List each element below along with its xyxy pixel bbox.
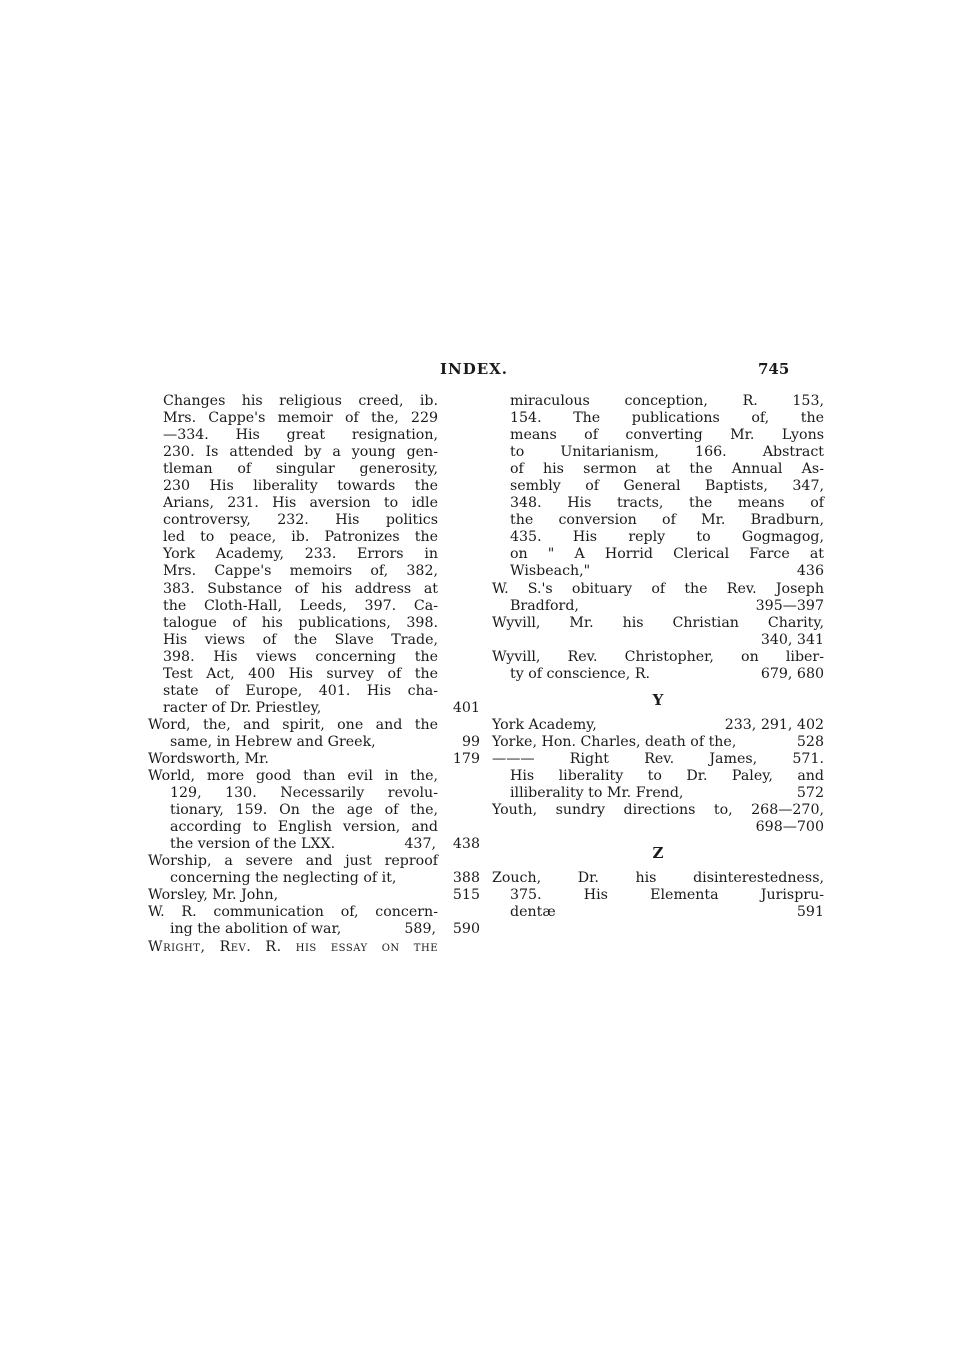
index-line-text: Wright, Rev. R. his essay on the bbox=[148, 938, 438, 955]
index-line-text: Word, the, and spirit, one and the bbox=[148, 716, 438, 733]
index-line-text: sembly of General Baptists, 347, bbox=[510, 478, 824, 495]
section-letter: Y bbox=[652, 690, 664, 709]
index-line bbox=[148, 410, 480, 427]
index-line bbox=[492, 410, 824, 427]
page-reference: 179 bbox=[452, 750, 480, 767]
index-line bbox=[148, 615, 480, 632]
index-line bbox=[148, 785, 480, 802]
page-reference: 437, bbox=[404, 836, 436, 853]
index-line-text: 435. His reply to Gogmagog, bbox=[510, 529, 824, 546]
index-line bbox=[492, 768, 824, 785]
index-line-text: racter of Dr. Priestley, bbox=[163, 699, 322, 716]
index-line bbox=[148, 529, 480, 546]
index-line bbox=[492, 461, 824, 478]
index-line bbox=[148, 717, 480, 734]
index-line bbox=[148, 853, 480, 870]
index-line-text: His liberality to Dr. Paley, and bbox=[510, 767, 824, 784]
page-reference: 589, bbox=[404, 921, 436, 938]
index-line-text: —334. His great resignation, bbox=[163, 427, 438, 444]
index-line-text: Wisbeach," bbox=[510, 563, 591, 580]
index-column-right bbox=[492, 393, 824, 921]
index-line bbox=[492, 478, 824, 495]
page-reference: 438 bbox=[452, 836, 480, 853]
index-line-text: Test Act, 400 His survey of the bbox=[163, 665, 438, 682]
index-line bbox=[492, 649, 824, 666]
index-line bbox=[492, 427, 824, 444]
index-line-text: ing the abolition of war, bbox=[170, 921, 342, 938]
index-line-text: Wyvill, Mr. his Christian Charity, bbox=[492, 614, 824, 631]
index-line-text: controversy, 232. His politics bbox=[163, 512, 438, 529]
index-line bbox=[492, 632, 824, 649]
index-line bbox=[148, 921, 480, 938]
page-reference: 528 bbox=[796, 733, 824, 750]
index-column-left bbox=[148, 393, 480, 956]
index-line bbox=[492, 717, 824, 734]
page-reference: 698—700 bbox=[755, 819, 824, 836]
index-line bbox=[492, 563, 824, 580]
index-line-text: same, in Hebrew and Greek, bbox=[170, 733, 376, 750]
index-line bbox=[148, 427, 480, 444]
index-line bbox=[148, 581, 480, 598]
index-line bbox=[492, 751, 824, 768]
index-line-text: ——— Right Rev. James, 571. bbox=[492, 750, 824, 767]
section-letter: Z bbox=[652, 844, 664, 863]
index-line-text: to Unitarianism, 166. Abstract bbox=[510, 444, 824, 461]
page-reference: 388 bbox=[452, 870, 480, 887]
page-reference: 340, 341 bbox=[760, 631, 824, 648]
index-line bbox=[492, 581, 824, 598]
index-line bbox=[492, 734, 824, 751]
index-line-text: His views of the Slave Trade, bbox=[163, 631, 438, 648]
index-line bbox=[148, 598, 480, 615]
index-line bbox=[148, 768, 480, 785]
index-line bbox=[492, 870, 824, 887]
index-line-text: the Cloth-Hall, Leeds, 397. Ca- bbox=[163, 597, 438, 614]
index-line-text: illiberality to Mr. Frend, bbox=[510, 784, 684, 801]
index-line bbox=[148, 649, 480, 666]
index-line-text: talogue of his publications, 398. bbox=[163, 614, 438, 631]
index-line-text: on " A Horrid Clerical Farce at bbox=[510, 546, 824, 563]
page-reference: 233, 291, 402 bbox=[724, 716, 824, 733]
index-line-text: Mrs. Cappe's memoirs of, 382, bbox=[163, 563, 438, 580]
index-line bbox=[492, 512, 824, 529]
index-line bbox=[148, 887, 480, 904]
index-line-text: state of Europe, 401. His cha- bbox=[163, 682, 438, 699]
index-line bbox=[148, 393, 480, 410]
index-line bbox=[148, 666, 480, 683]
index-line bbox=[148, 904, 480, 921]
index-line bbox=[148, 512, 480, 529]
index-line bbox=[492, 785, 824, 802]
index-line-text: Worsley, Mr. John, bbox=[148, 887, 279, 904]
index-line bbox=[492, 819, 824, 836]
index-line bbox=[492, 393, 824, 410]
index-line bbox=[492, 615, 824, 632]
index-line-text: Wyvill, Rev. Christopher, on liber- bbox=[492, 648, 824, 665]
index-line-text: of his sermon at the Annual As- bbox=[510, 461, 824, 478]
index-line-text: Bradford, bbox=[510, 597, 579, 614]
index-line bbox=[492, 802, 824, 819]
index-line bbox=[148, 870, 480, 887]
page-reference: 515 bbox=[452, 887, 480, 904]
index-line-text: ty of conscience, R. bbox=[510, 665, 651, 682]
page-reference: 590 bbox=[452, 921, 480, 938]
page-reference: 679, 680 bbox=[760, 665, 824, 682]
index-line bbox=[148, 700, 480, 717]
index-line bbox=[148, 819, 480, 836]
index-line-text: York Academy, 233. Errors in bbox=[163, 546, 438, 563]
index-line-text: tleman of singular generosity, bbox=[163, 461, 438, 478]
index-line bbox=[148, 444, 480, 461]
index-line bbox=[148, 734, 480, 751]
index-line-text: concerning the neglecting of it, bbox=[170, 870, 397, 887]
index-line bbox=[148, 632, 480, 649]
index-line bbox=[148, 751, 480, 768]
index-line bbox=[492, 887, 824, 904]
index-line bbox=[148, 802, 480, 819]
index-line-text: World, more good than evil in the, bbox=[148, 768, 438, 785]
index-line-text: 154. The publications of, the bbox=[510, 410, 824, 427]
index-line-text: Changes his religious creed, ib. bbox=[163, 393, 438, 409]
index-line-text: Wordsworth, Mr. bbox=[148, 750, 269, 767]
index-line bbox=[148, 563, 480, 580]
index-line bbox=[148, 546, 480, 563]
index-line-text: means of converting Mr. Lyons bbox=[510, 427, 824, 444]
page-reference: 436 bbox=[796, 563, 824, 580]
page-reference: 395—397 bbox=[755, 597, 824, 614]
page-reference: 99 bbox=[461, 733, 480, 750]
index-line bbox=[148, 836, 480, 853]
index-line bbox=[492, 904, 824, 921]
page-title: INDEX. bbox=[440, 360, 509, 378]
index-line bbox=[148, 495, 480, 512]
index-line-text: miraculous conception, R. 153, bbox=[510, 393, 824, 409]
running-header bbox=[0, 360, 967, 380]
index-line bbox=[492, 444, 824, 461]
index-line bbox=[148, 478, 480, 495]
index-line bbox=[148, 461, 480, 478]
index-line bbox=[148, 939, 480, 956]
index-line-text: 230. Is attended by a young gen- bbox=[163, 444, 438, 461]
index-line bbox=[492, 495, 824, 512]
index-line bbox=[492, 598, 824, 615]
index-line-text: York Academy, bbox=[492, 716, 597, 733]
index-line-text: Zouch, Dr. his disinterestedness, bbox=[492, 870, 824, 887]
index-line bbox=[492, 666, 824, 683]
index-line-text: Youth, sundry directions to, 268—270, bbox=[492, 802, 824, 819]
page-reference: 401 bbox=[452, 699, 480, 716]
page-reference: 572 bbox=[796, 784, 824, 801]
index-line-text: dentæ bbox=[510, 904, 556, 921]
index-line-text: Mrs. Cappe's memoir of the, 229 bbox=[163, 410, 438, 427]
index-line-text: 230 His liberality towards the bbox=[163, 478, 438, 495]
index-line-text: Arians, 231. His aversion to idle bbox=[163, 495, 438, 512]
page-number: 745 bbox=[758, 360, 790, 378]
index-line bbox=[148, 683, 480, 700]
index-line-text: tionary, 159. On the age of the, bbox=[170, 802, 438, 819]
index-line-text: the conversion of Mr. Bradburn, bbox=[510, 512, 824, 529]
index-line-text: according to English version, and bbox=[170, 819, 438, 836]
index-line bbox=[492, 529, 824, 546]
index-line-text: 129, 130. Necessarily revolu- bbox=[170, 785, 438, 802]
index-line-text: 348. His tracts, the means of bbox=[510, 495, 824, 512]
index-line-text: Yorke, Hon. Charles, death of the, bbox=[492, 733, 737, 750]
index-line-text: the version of the LXX. bbox=[170, 836, 336, 853]
index-line bbox=[492, 546, 824, 563]
index-line-text: Worship, a severe and just reproof bbox=[148, 853, 438, 870]
page-reference: 591 bbox=[796, 904, 824, 921]
index-line-text: 383. Substance of his address at bbox=[163, 580, 438, 597]
index-line-text: W. R. communication of, concern- bbox=[148, 904, 438, 921]
index-line-text: led to peace, ib. Patronizes the bbox=[163, 529, 438, 546]
index-line-text: 375. His Elementa Jurispru- bbox=[510, 887, 824, 904]
index-line-text: W. S.'s obituary of the Rev. Joseph bbox=[492, 580, 824, 597]
index-line-text: 398. His views concerning the bbox=[163, 648, 438, 665]
